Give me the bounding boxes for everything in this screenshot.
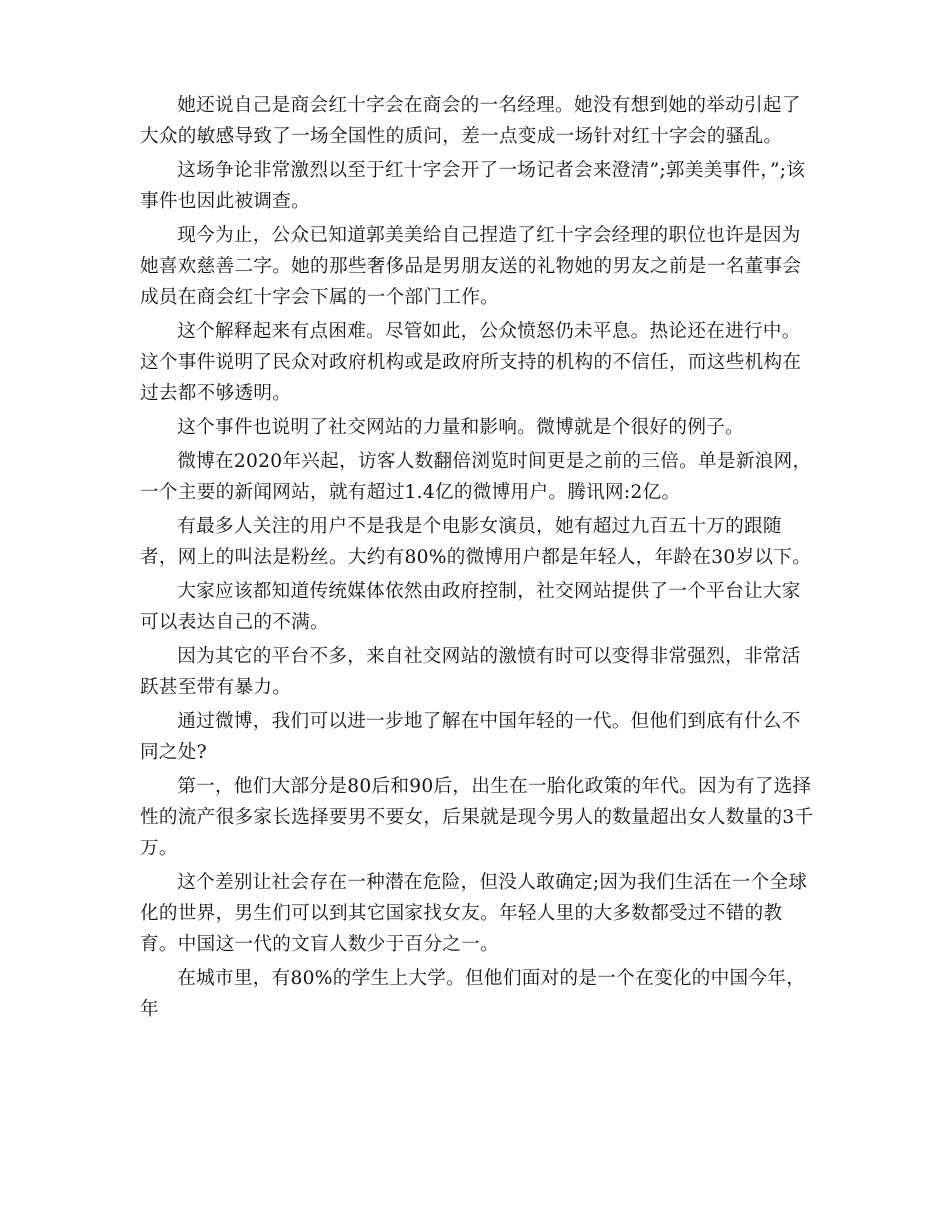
paragraph-13: 在城市里，有80%的学生上大学。但他们面对的是一个在变化的中国今年，年 <box>140 968 806 1020</box>
paragraph-11: 第一，他们大部分是80后和90后，出生在一胎化政策的年代。因为有了选择性的流产很多家长选择要男不要女，后果就是现今男人的数量超出女人数量的3千万。 <box>140 776 814 859</box>
paragraph-12: 这个差别让社会存在一种潜在危险，但没人敢确定;因为我们生活在一个全球化的世界，男生们可以到其它国家找女友。年轻人里的大多数都受过不错的教育。中国这一代的文盲人数少于百分之一。 <box>140 872 808 955</box>
paragraph-3: 现今为止，公众已知道郭美美给自己捏造了红十字会经理的职位也许是因为她喜欢慈善二字。她的那些奢侈品是男朋友送的礼物她的男友之前是一名董事会成员在商会红十字会下属的一个部门工作。 <box>140 225 802 308</box>
paragraph-10: 通过微博，我们可以进一步地了解在中国年轻的一代。但他们到底有什么不同之处? <box>140 711 801 763</box>
paragraph-9: 因为其它的平台不多，来自社交网站的激愤有时可以变得非常强烈，非常活跃甚至带有暴力。 <box>140 646 801 698</box>
paragraph-1: 她还说自己是商会红十字会在商会的一名经理。她没有想到她的举动引起了大众的敏感导致了一场全国性的质问，差一点变成一场针对红十字会的骚乱。 <box>140 95 801 147</box>
paragraph-2: 这场争论非常激烈以至于红十字会开了一场记者会来澄清”;郭美美事件，”;该事件也因此被调查。 <box>140 160 806 212</box>
paragraph-5: 这个事件也说明了社交网站的力量和影响。微博就是个很好的例子。 <box>177 417 745 438</box>
paragraph-6: 微博在2020年兴起，访客人数翻倍浏览时间更是之前的三倍。单是新浪网，一个主要的新闻网站，就有超过1.4亿的微博用户。腾讯网:2亿。 <box>140 451 812 503</box>
paragraph-4: 这个解释起来有点困难。尽管如此，公众愤怒仍未平息。热论还在进行中。这个事件说明了民众对政府机构或是政府所支持的机构的不信任，而这些机构在过去都不够透明。 <box>140 321 802 404</box>
document-body <box>140 90 815 1028</box>
paragraph-8: 大家应该都知道传统媒体依然由政府控制，社交网站提供了一个平台让大家可以表达自己的不满。 <box>140 581 801 633</box>
paragraph-7: 有最多人关注的用户不是我是个电影女演员，她有超过九百五十万的跟随者，网上的叫法是粉丝。大约有80%的微博用户都是年轻人，年龄在30岁以下。 <box>140 516 812 568</box>
